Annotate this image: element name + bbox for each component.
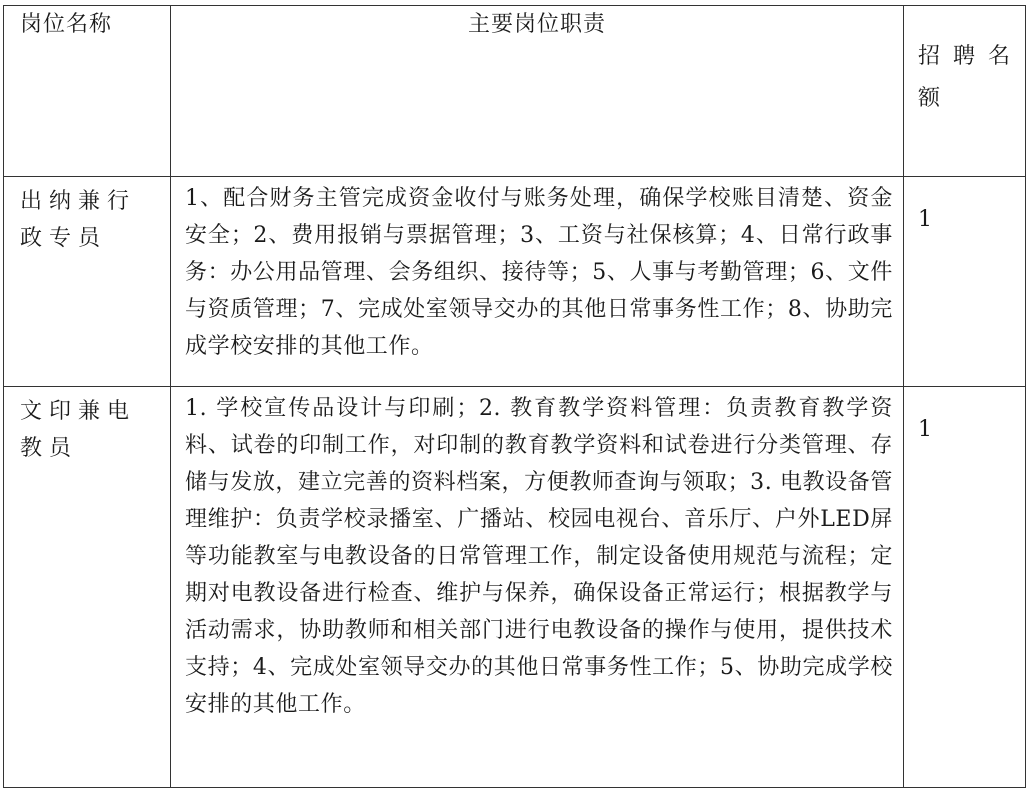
job-table (3, 5, 1026, 788)
position-duties: 1. 学校宣传品设计与印刷；2. 教育教学资料管理：负责教育教学资料、试卷的印制工作，对印制的教育教学资料和试卷进行分类管理、存储与发放，建立完善的资料档案，方便教师查询与领取；3. 电教设备管理维护：负责学校录播室、广播站、校园电视台、音乐厅、户外LED屏等功能教室与电教设备的日常管理工作，制定设备使用规范与流程；定期对电教设备进行检查、维护与保养，确保设备正常运行；根据教学与活动需求，协助教师和相关部门进行电教设备的操作与使用，提供技术支持；4、完成处室领导交办的其他日常事务性工作；5、协助完成学校安排的其他工作。 (171, 387, 904, 788)
position-quota: 1 (904, 177, 1026, 387)
table-header-row (4, 6, 1026, 177)
table-row (4, 177, 1026, 387)
header-duties: 主要岗位职责 (171, 6, 904, 177)
header-position: 岗位名称 (4, 6, 171, 177)
position-quota: 1 (904, 387, 1026, 788)
position-name: 文印兼电教员 (4, 387, 171, 788)
table-row (4, 387, 1026, 788)
position-name: 出纳兼行政专员 (4, 177, 171, 387)
header-quota: 招聘名额 (904, 6, 1026, 177)
position-duties: 1、配合财务主管完成资金收付与账务处理，确保学校账目清楚、资金安全；2、费用报销与票据管理；3、工资与社保核算；4、日常行政事务：办公用品管理、会务组织、接待等；5、人事与考勤管理；6、文件与资质管理；7、完成处室领导交办的其他日常事务性工作；8、协助完成学校安排的其他工作。 (171, 177, 904, 387)
